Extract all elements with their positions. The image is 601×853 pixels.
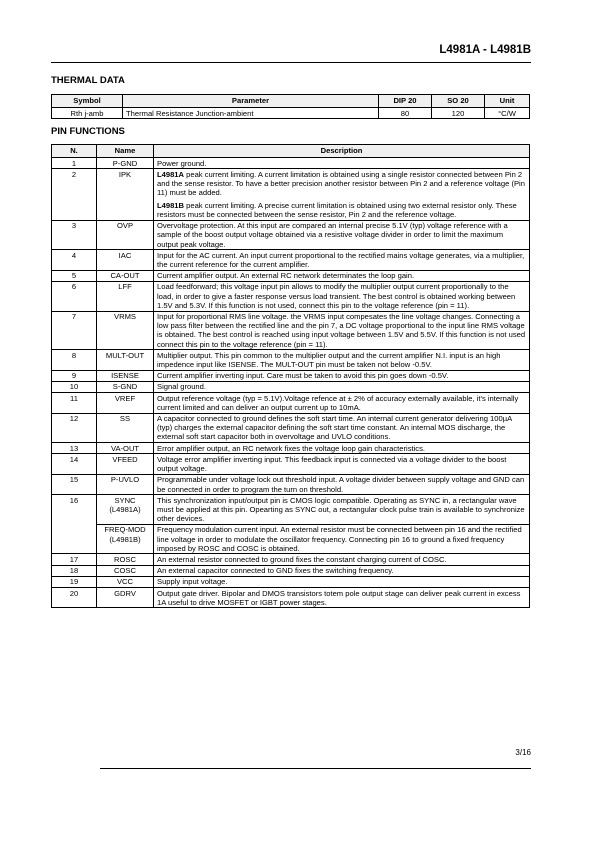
pin-row: [52, 381, 530, 392]
pin-number: 14: [52, 454, 97, 474]
pin-number: 10: [52, 381, 97, 392]
pin-description: [154, 474, 530, 494]
pin-name: [97, 443, 154, 454]
thermal-col-so20: SO 20: [432, 95, 485, 108]
pin-description: [154, 554, 530, 565]
pin-row: [52, 220, 530, 250]
pin-name-text: IAC: [118, 250, 132, 260]
pin-description: [154, 588, 530, 608]
pin-name-text: VA-OUT: [110, 443, 140, 453]
pin-description-paragraph: Error amplifier output, an RC network fixes the voltage loop gain characteristics.: [157, 443, 426, 453]
pin-description-paragraph: An external capacitor connected to GND fixes the switching frequency.: [157, 566, 394, 576]
thermal-col-unit: Unit: [485, 95, 530, 108]
pin-name: [97, 474, 154, 494]
pin-description: [154, 370, 530, 381]
header-rule: [51, 62, 531, 63]
thermal-parameter: Thermal Resistance Junction-ambient: [123, 108, 379, 119]
document-header: L4981A - L4981B: [439, 44, 531, 56]
pin-name-text: IPK: [118, 169, 132, 179]
pin-row: [52, 576, 530, 587]
pin-name-text: FREQ-MOD: [104, 525, 146, 535]
pin-name-text: VCC: [116, 577, 134, 587]
pin-row: [52, 158, 530, 169]
thermal-dip20: 80: [379, 108, 432, 119]
pin-number: 6: [52, 281, 97, 311]
pin-functions-title: PIN FUNCTIONS: [51, 126, 125, 137]
pin-row: [52, 524, 530, 554]
pin-name-text: COSC: [114, 566, 136, 576]
pin-description-paragraph: Current amplifier output. An external RC network determinates the loop gain.: [157, 271, 415, 281]
pin-name: [97, 158, 154, 169]
pin-description: [154, 576, 530, 587]
pin-name: [97, 588, 154, 608]
pins-col-name: Name: [97, 145, 154, 158]
thermal-so20: 120: [432, 108, 485, 119]
pin-number: 20: [52, 588, 97, 608]
pin-description-paragraph: Power ground.: [157, 158, 207, 168]
pin-name-text: S-GND: [112, 382, 138, 392]
pin-number: 5: [52, 270, 97, 281]
pin-number: 9: [52, 370, 97, 381]
pin-row: [52, 413, 530, 443]
pin-description-paragraph: Overvoltage protection. At this input are compared an internal precise 5.1V (typ) voltage reference with a sample of the boost output voltage obtained via a resistive voltage divider in order to limit the maximum output peak voltage.: [157, 221, 508, 249]
pin-description: [154, 443, 530, 454]
pin-description-paragraph: Current amplifier inverting input. Care must be taken to avoid this pin goes down -0.5V.: [157, 371, 449, 381]
pin-number: 15: [52, 474, 97, 494]
pin-name-text: ROSC: [114, 554, 136, 564]
pin-number: 13: [52, 443, 97, 454]
pin-description-paragraph: Multiplier output. This pin common to the multiplier output and the current amplifier N.I. input is an high impedence input like ISENSE. The MULT-OUT pin must be taken not below -0.5V.: [157, 350, 501, 370]
pin-name-text: P-UVLO: [110, 475, 140, 485]
pin-number: 11: [52, 393, 97, 413]
pin-description: [154, 270, 530, 281]
pin-name-text: VFEED: [112, 454, 138, 464]
pin-name: [97, 250, 154, 270]
pin-name-text: SYNC: [114, 495, 136, 505]
pin-name-text: OVP: [116, 221, 134, 231]
pin-number: 3: [52, 220, 97, 250]
pin-name-text: VRMS: [114, 312, 136, 322]
pin-description: [154, 158, 530, 169]
pin-row: [52, 281, 530, 311]
pin-row: [52, 588, 530, 608]
pin-description-paragraph: L4981A peak current limiting. A current limitation is obtained using a single resistor connected between Pin 2 and the sense resistor. To have a better precision another resistor between Pin 2 and a reference voltage (Pin 11) must be added.: [157, 169, 525, 198]
thermal-symbol: Rth j-amb: [52, 108, 123, 119]
pin-name: [97, 554, 154, 565]
pin-description-paragraph: Input for the AC current. An input current proportional to the rectified mains voltage generates, via a multiplier, the current reference for the current amplifier.: [157, 250, 525, 270]
pin-row: [52, 443, 530, 454]
pin-description: [154, 413, 530, 443]
pin-name-text: ISENSE: [111, 371, 139, 381]
pin-name-text: P-GND: [112, 158, 138, 168]
pin-number: 7: [52, 311, 97, 350]
pin-description: [154, 350, 530, 370]
thermal-col-symbol: Symbol: [52, 95, 123, 108]
pin-name: [97, 413, 154, 443]
pin-name: [97, 576, 154, 587]
pin-name-text: VREF: [114, 393, 136, 403]
pin-description-paragraph: An external resistor connected to ground fixes the constant charging current of COSC.: [157, 554, 447, 564]
pin-name-text: LFF: [118, 282, 132, 292]
thermal-col-parameter: Parameter: [123, 95, 379, 108]
pin-row: [52, 169, 530, 221]
pin-name: [97, 281, 154, 311]
thermal-data-title: THERMAL DATA: [51, 75, 125, 86]
thermal-row: [52, 108, 530, 119]
pin-name-text: GDRV: [114, 588, 136, 598]
pin-number: 16: [52, 495, 97, 554]
pin-row: [52, 250, 530, 270]
pins-col-description: Description: [154, 145, 530, 158]
pin-row: [52, 393, 530, 413]
pin-name: [97, 220, 154, 250]
pin-number: 18: [52, 565, 97, 576]
pin-name-text: MULT-OUT: [105, 350, 145, 360]
pin-description-paragraph: Programmable under voltage lock out threshold input. A voltage divider between supply voltage and GND can be connected in order to program the turn on threshold.: [157, 475, 525, 494]
pin-description-paragraph: Voltage error amplifier inverting input. This feedback input is connected via a voltage divider to the boost output voltage.: [157, 454, 507, 474]
pin-name-text: CA-OUT: [110, 271, 140, 281]
pin-name: [97, 169, 154, 221]
pin-description: [154, 565, 530, 576]
pin-description: [154, 454, 530, 474]
pin-name-variant: (L4981B): [109, 534, 141, 544]
pin-description-paragraph: This synchronization input/output pin is CMOS logic compatible. Operating as SYNC in, a rectangular wave must be applied at this pin. Opearting as SYNC out, a rectangular clock pulse train is available to synchronize other devices.: [157, 495, 525, 524]
pin-number: 12: [52, 413, 97, 443]
footer-rule: [100, 768, 531, 769]
pin-description-paragraph: Output reference voltage (typ = 5.1V).Voltage refence at ± 2% of accuracy externally available, it's internally current limited and can deliver an output current up to 10mA.: [157, 393, 519, 412]
pin-row: [52, 370, 530, 381]
pin-name: [97, 565, 154, 576]
pin-number: 1: [52, 158, 97, 169]
pin-description: [154, 524, 530, 554]
pin-row: [52, 350, 530, 370]
pins-col-n: N.: [52, 145, 97, 158]
pin-description: [154, 250, 530, 270]
pin-name: [97, 495, 154, 525]
pin-number: 17: [52, 554, 97, 565]
pin-row: [52, 270, 530, 281]
pin-name: [97, 350, 154, 370]
pin-number: 4: [52, 250, 97, 270]
pin-description: [154, 220, 530, 250]
pin-description-paragraph: Signal ground.: [157, 382, 206, 392]
pin-functions-table: [51, 144, 530, 608]
pin-description: [154, 495, 530, 525]
pin-name: [97, 454, 154, 474]
page-number: 3/16: [515, 748, 531, 757]
pin-description: [154, 311, 530, 350]
pin-row: [52, 554, 530, 565]
pin-description: [154, 393, 530, 413]
pin-number: 2: [52, 169, 97, 221]
pin-number: 8: [52, 350, 97, 370]
pin-name: [97, 524, 154, 554]
pin-name: [97, 270, 154, 281]
pin-description-paragraph: Supply input voltage.: [157, 577, 228, 587]
pin-description-paragraph: L4981B peak current limiting. A precise current limitation is obtained using two external resistor only. These resistors must be connected between the sense resistor, Pin 2 and the reference voltage.: [157, 200, 517, 220]
pin-row: [52, 454, 530, 474]
pin-description: [154, 169, 530, 221]
pin-description: [154, 281, 530, 311]
thermal-col-dip20: DIP 20: [379, 95, 432, 108]
pin-row: [52, 565, 530, 576]
pin-description: [154, 381, 530, 392]
pin-name: [97, 311, 154, 350]
pin-name: [97, 370, 154, 381]
pin-name: [97, 381, 154, 392]
thermal-data-table: [51, 94, 530, 119]
pin-name: [97, 393, 154, 413]
pin-row: [52, 474, 530, 494]
pin-row: [52, 495, 530, 525]
pin-name-variant: (L4981A): [109, 504, 141, 514]
pin-description-paragraph: Load feedforward; this voltage input pin allows to modify the multiplier output current proportionally to the load, in order to give a faster response versus load transient. The best control is obtained working between 1.5V and 5.3V. If this function is not used, connect this pin to the voltage reference (pin = 11).: [157, 282, 516, 310]
pin-description-paragraph: Input for proportional RMS line voltage. the VRMS input compesates the line voltage changes. Connecting a low pass filter between the rectified line and the pin 7, a DC voltage proportional to the input line RMS voltage is obtained. The best control is reached using input voltage between 1.5V and 5.5V. If this function is not used connect this pin to the voltage reference (pin = 11).: [157, 312, 526, 349]
pin-description-paragraph: Output gate driver. Bipolar and DMOS transistors totem pole output stage can deliver peak current in excess 1A useful to drive MOSFET or IGBT power stages.: [157, 588, 521, 607]
pin-description-paragraph: A capacitor connected to ground defines the soft start time. An internal current generator delivering 100µA (typ) charges the external capacitor defining the soft start time constant. An internal MOS discharge, the external soft start capacitor both in overvoltage and UVLO conditions.: [157, 414, 512, 442]
pin-description-paragraph: Frequency modulation current input. An external resistor must be connected between pin 16 and the rectified line voltage in order to modulate the oscillator frequency. Connecting pin 16 to ground a fixed frequency imposed by ROSC and COSC is obtained.: [157, 525, 522, 553]
pin-number: 19: [52, 576, 97, 587]
pin-row: [52, 311, 530, 350]
pin-functions-body: [52, 158, 530, 608]
thermal-unit: °C/W: [485, 108, 530, 119]
pin-name-text: SS: [119, 414, 131, 424]
